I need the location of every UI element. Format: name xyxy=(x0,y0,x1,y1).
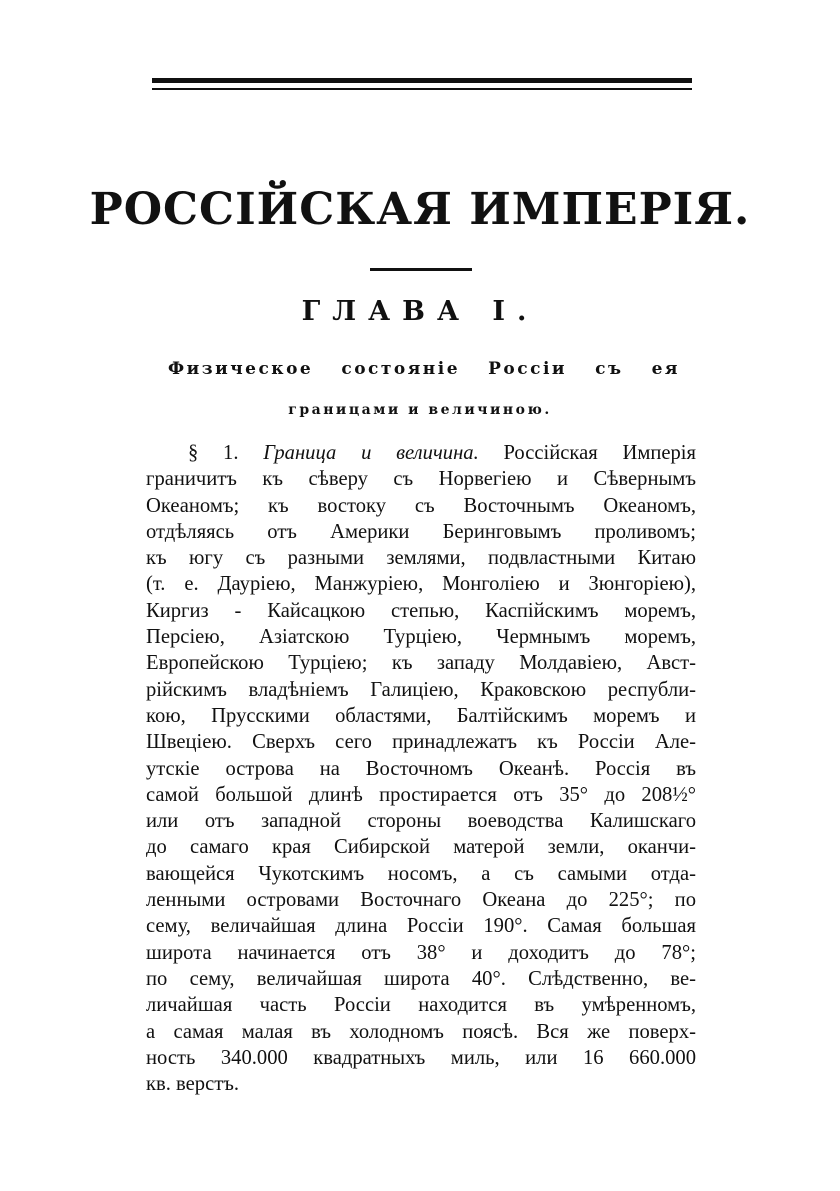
text-line: Европейскою Турціею; къ западу Молдавіею, Авст- xyxy=(146,652,696,675)
text-line: широта начинается отъ 38° и доходитъ до 78°; xyxy=(146,941,696,964)
title-divider xyxy=(370,268,472,271)
text-line: Швеціею. Сверхъ сего принадлежатъ къ Россіи Але- xyxy=(146,731,696,754)
text-line: къ югу съ разными землями, подвластными Китаю xyxy=(146,547,696,570)
text-line: рійскимъ владѣніемъ Галиціею, Краковскою республи- xyxy=(146,678,696,701)
text-line: личайшая часть Россіи находится въ умѣренномъ, xyxy=(146,994,696,1017)
text-line: Киргиз - Кайсацкою степью, Каспійскимъ моремъ, xyxy=(146,599,696,622)
text-line: кою, Прусскими областями, Балтійскимъ моремъ и xyxy=(146,704,696,727)
chapter-heading: ГЛАВА I. xyxy=(301,296,539,327)
top-double-rule-thick xyxy=(152,78,692,83)
text-line: (т. е. Дауріею, Манжуріею, Монголіею и Зюнгоріею), xyxy=(146,573,696,596)
text-line: Персіею, Азіатскою Турціею, Чермнымъ моремъ, xyxy=(146,626,696,649)
section-number: § 1. xyxy=(188,442,239,464)
text-line: до самаго края Сибирской матерой земли, оканчи- xyxy=(146,836,696,859)
page-title: РОССІЙСКАЯ ИМПЕРІЯ. xyxy=(89,184,751,235)
text-line: сему, величайшая длина Россіи 190°. Самая большая xyxy=(146,915,696,938)
chapter-subtitle-line-2: границами и величиною. xyxy=(288,402,552,418)
text-line: отдѣляясь отъ Америки Беринговымъ проливомъ; xyxy=(146,520,696,543)
text-line: по сему, величайшая широта 40°. Слѣдственно, ве- xyxy=(146,967,696,990)
text-line: самой большой длинѣ простирается отъ 35° до 208½° xyxy=(146,783,696,806)
text-line: граничитъ къ сѣверу съ Норвегіею и Сѣвернымъ xyxy=(146,468,696,491)
text-line: ленными островами Восточнаго Океана до 225°; по xyxy=(146,889,696,912)
text-line: кв. верстъ. xyxy=(146,1073,240,1096)
line-text: Россійская Имперія xyxy=(503,442,696,464)
section-body xyxy=(146,440,696,1097)
text-line: Океаномъ; къ востоку съ Восточнымъ Океаномъ, xyxy=(146,494,696,517)
section-heading: Граница и величина. xyxy=(263,442,479,464)
text-line: утскіе острова на Восточномъ Океанѣ. Россія въ xyxy=(146,757,696,780)
top-double-rule-thin xyxy=(152,88,692,90)
text-line: вающейся Чукотскимъ носомъ, а съ самыми отда- xyxy=(146,862,696,885)
chapter-subtitle-line-1: Физическое состояніе Россіи съ ея xyxy=(168,359,680,379)
text-line: или отъ западной стороны воеводства Калишскаго xyxy=(146,810,696,833)
text-line xyxy=(146,440,696,466)
text-line: ность 340.000 квадратныхъ миль, или 16 660.000 xyxy=(146,1046,696,1069)
text-line: а самая малая въ холодномъ поясѣ. Вся же поверх- xyxy=(146,1020,696,1043)
